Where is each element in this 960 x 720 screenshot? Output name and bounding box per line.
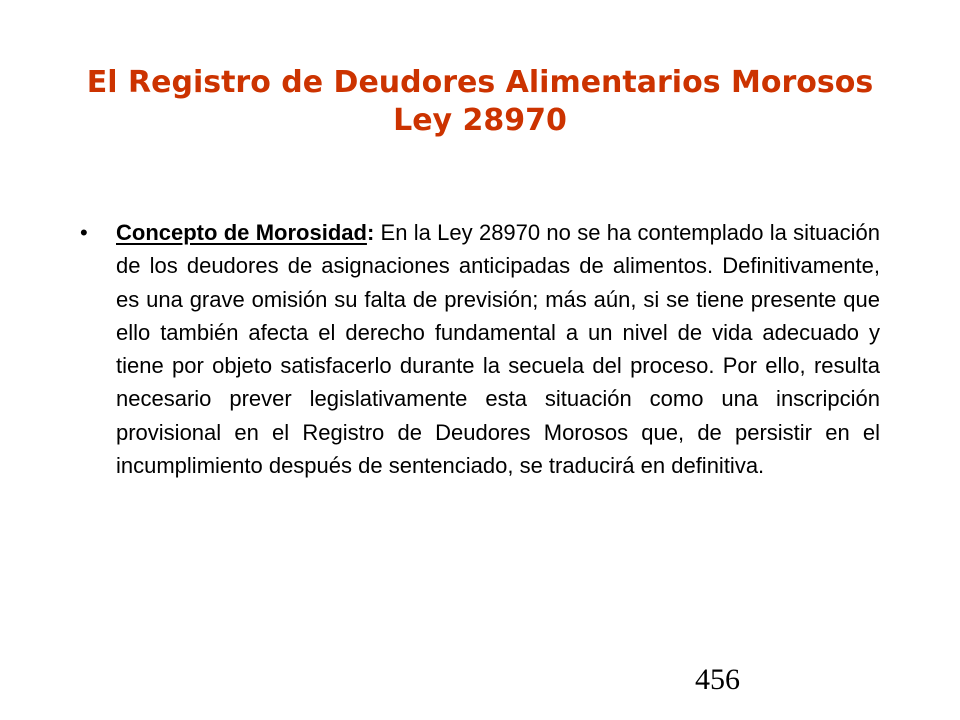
title-line-1: El Registro de Deudores Alimentarios Morosos (86, 65, 874, 100)
term-colon: : (366, 220, 375, 245)
paragraph-text: En la Ley 28970 no se ha contemplado la situación de los deudores de asignaciones anticipadas de alimentos. Definitivamente, es una grave omisión su falta de previsión; más aún, si se tiene presente que ello también afecta el derecho fundamental a un nivel de vida adecuado y tiene por objeto satisfacerlo durante la secuela del proceso. Por ello, resulta necesario prever legislativamente esta situación como una inscripción provisional en el Registro de Deudores Morosos que, de persistir en el incumplimiento después de sentenciado, se traducirá en definitiva. (116, 220, 881, 479)
bullet-icon: • (80, 220, 88, 245)
page-number: 456 (695, 663, 740, 696)
slide-body (80, 216, 880, 482)
title-line-2: Ley 28970 (393, 103, 567, 138)
bullet-paragraph (116, 216, 880, 482)
bullet-item (80, 216, 880, 482)
slide-title (40, 64, 920, 140)
concept-term: Concepto de Morosidad (116, 220, 367, 245)
